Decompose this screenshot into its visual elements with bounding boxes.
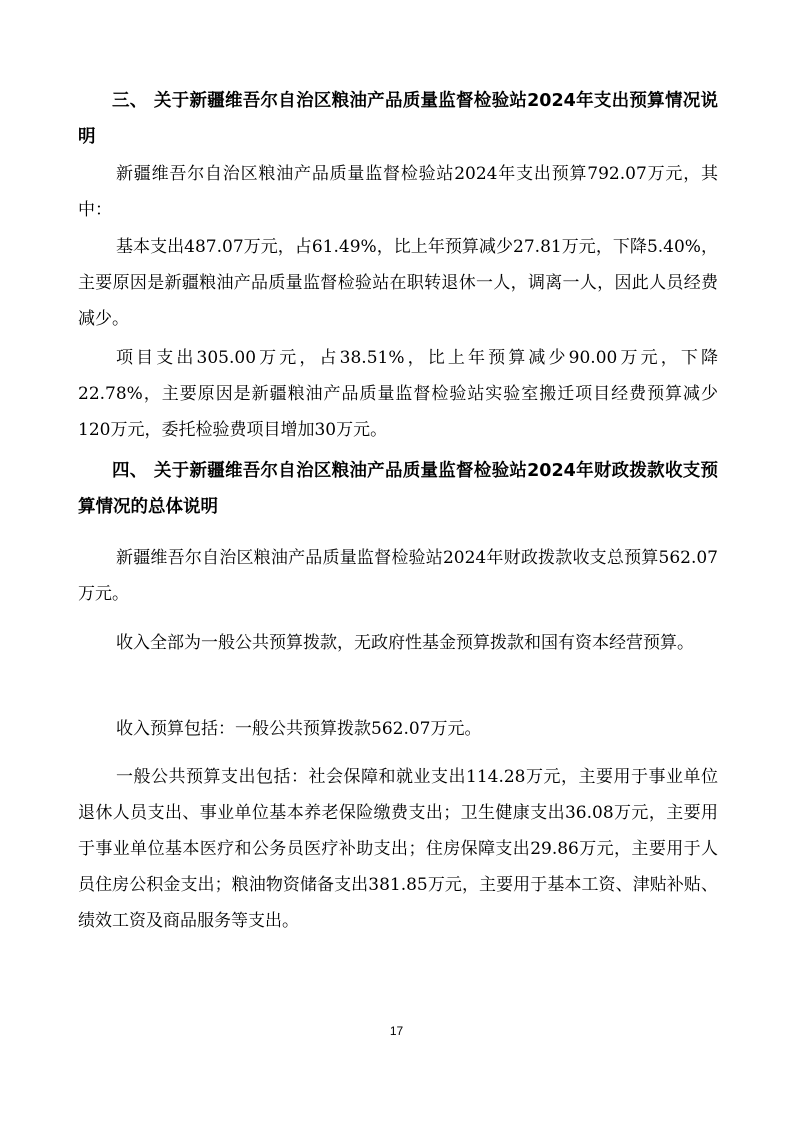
section-4-paragraph-2: 收入全部为一般公共预算拨款，无政府性基金预算拨款和国有资本经营预算。 bbox=[116, 633, 694, 653]
section-3-paragraph-1: 新疆维吾尔自治区粮油产品质量监督检验站2024年支出预算792.07万元，其中： bbox=[78, 164, 718, 220]
section-4-heading: 四、 关于新疆维吾尔自治区粮油产品质量监督检验站2024年财政拨款收支预算情况的总体说明 bbox=[78, 461, 718, 517]
section-4-paragraph-4: 一般公共预算支出包括：社会保障和就业支出114.28万元，主要用于事业单位退休人员支出、事业单位基本养老保险缴费支出；卫生健康支出36.08万元，主要用于事业单位基本医疗和公务员医疗补助支出；住房保障支出29.86万元，主要用于人员住房公积金支出；粮油物资储备支出381.85万元，主要用于基本工资、津贴补贴、绩效工资及商品服务等支出。 bbox=[78, 767, 718, 931]
page-number: 17 bbox=[389, 1024, 404, 1038]
section-3-paragraph-3: 项目支出305.00万元，占38.51%，比上年预算减少90.00万元，下降22.78%，主要原因是新疆粮油产品质量监督检验站实验室搬迁项目经费预算减少120万元，委托检验费项目增加30万元。 bbox=[78, 348, 718, 440]
section-4-paragraph-3: 收入预算包括：一般公共预算拨款562.07万元。 bbox=[116, 719, 482, 739]
section-3-paragraph-2: 基本支出487.07万元，占61.49%，比上年预算减少27.81万元，下降5.40%，主要原因是新疆粮油产品质量监督检验站在职转退休一人，调离一人，因此人员经费减少。 bbox=[78, 237, 718, 329]
section-4-paragraph-1: 新疆维吾尔自治区粮油产品质量监督检验站2024年财政拨款收支总预算562.07万元。 bbox=[78, 548, 718, 604]
section-3-heading: 三、 关于新疆维吾尔自治区粮油产品质量监督检验站2024年支出预算情况说明 bbox=[78, 91, 718, 147]
